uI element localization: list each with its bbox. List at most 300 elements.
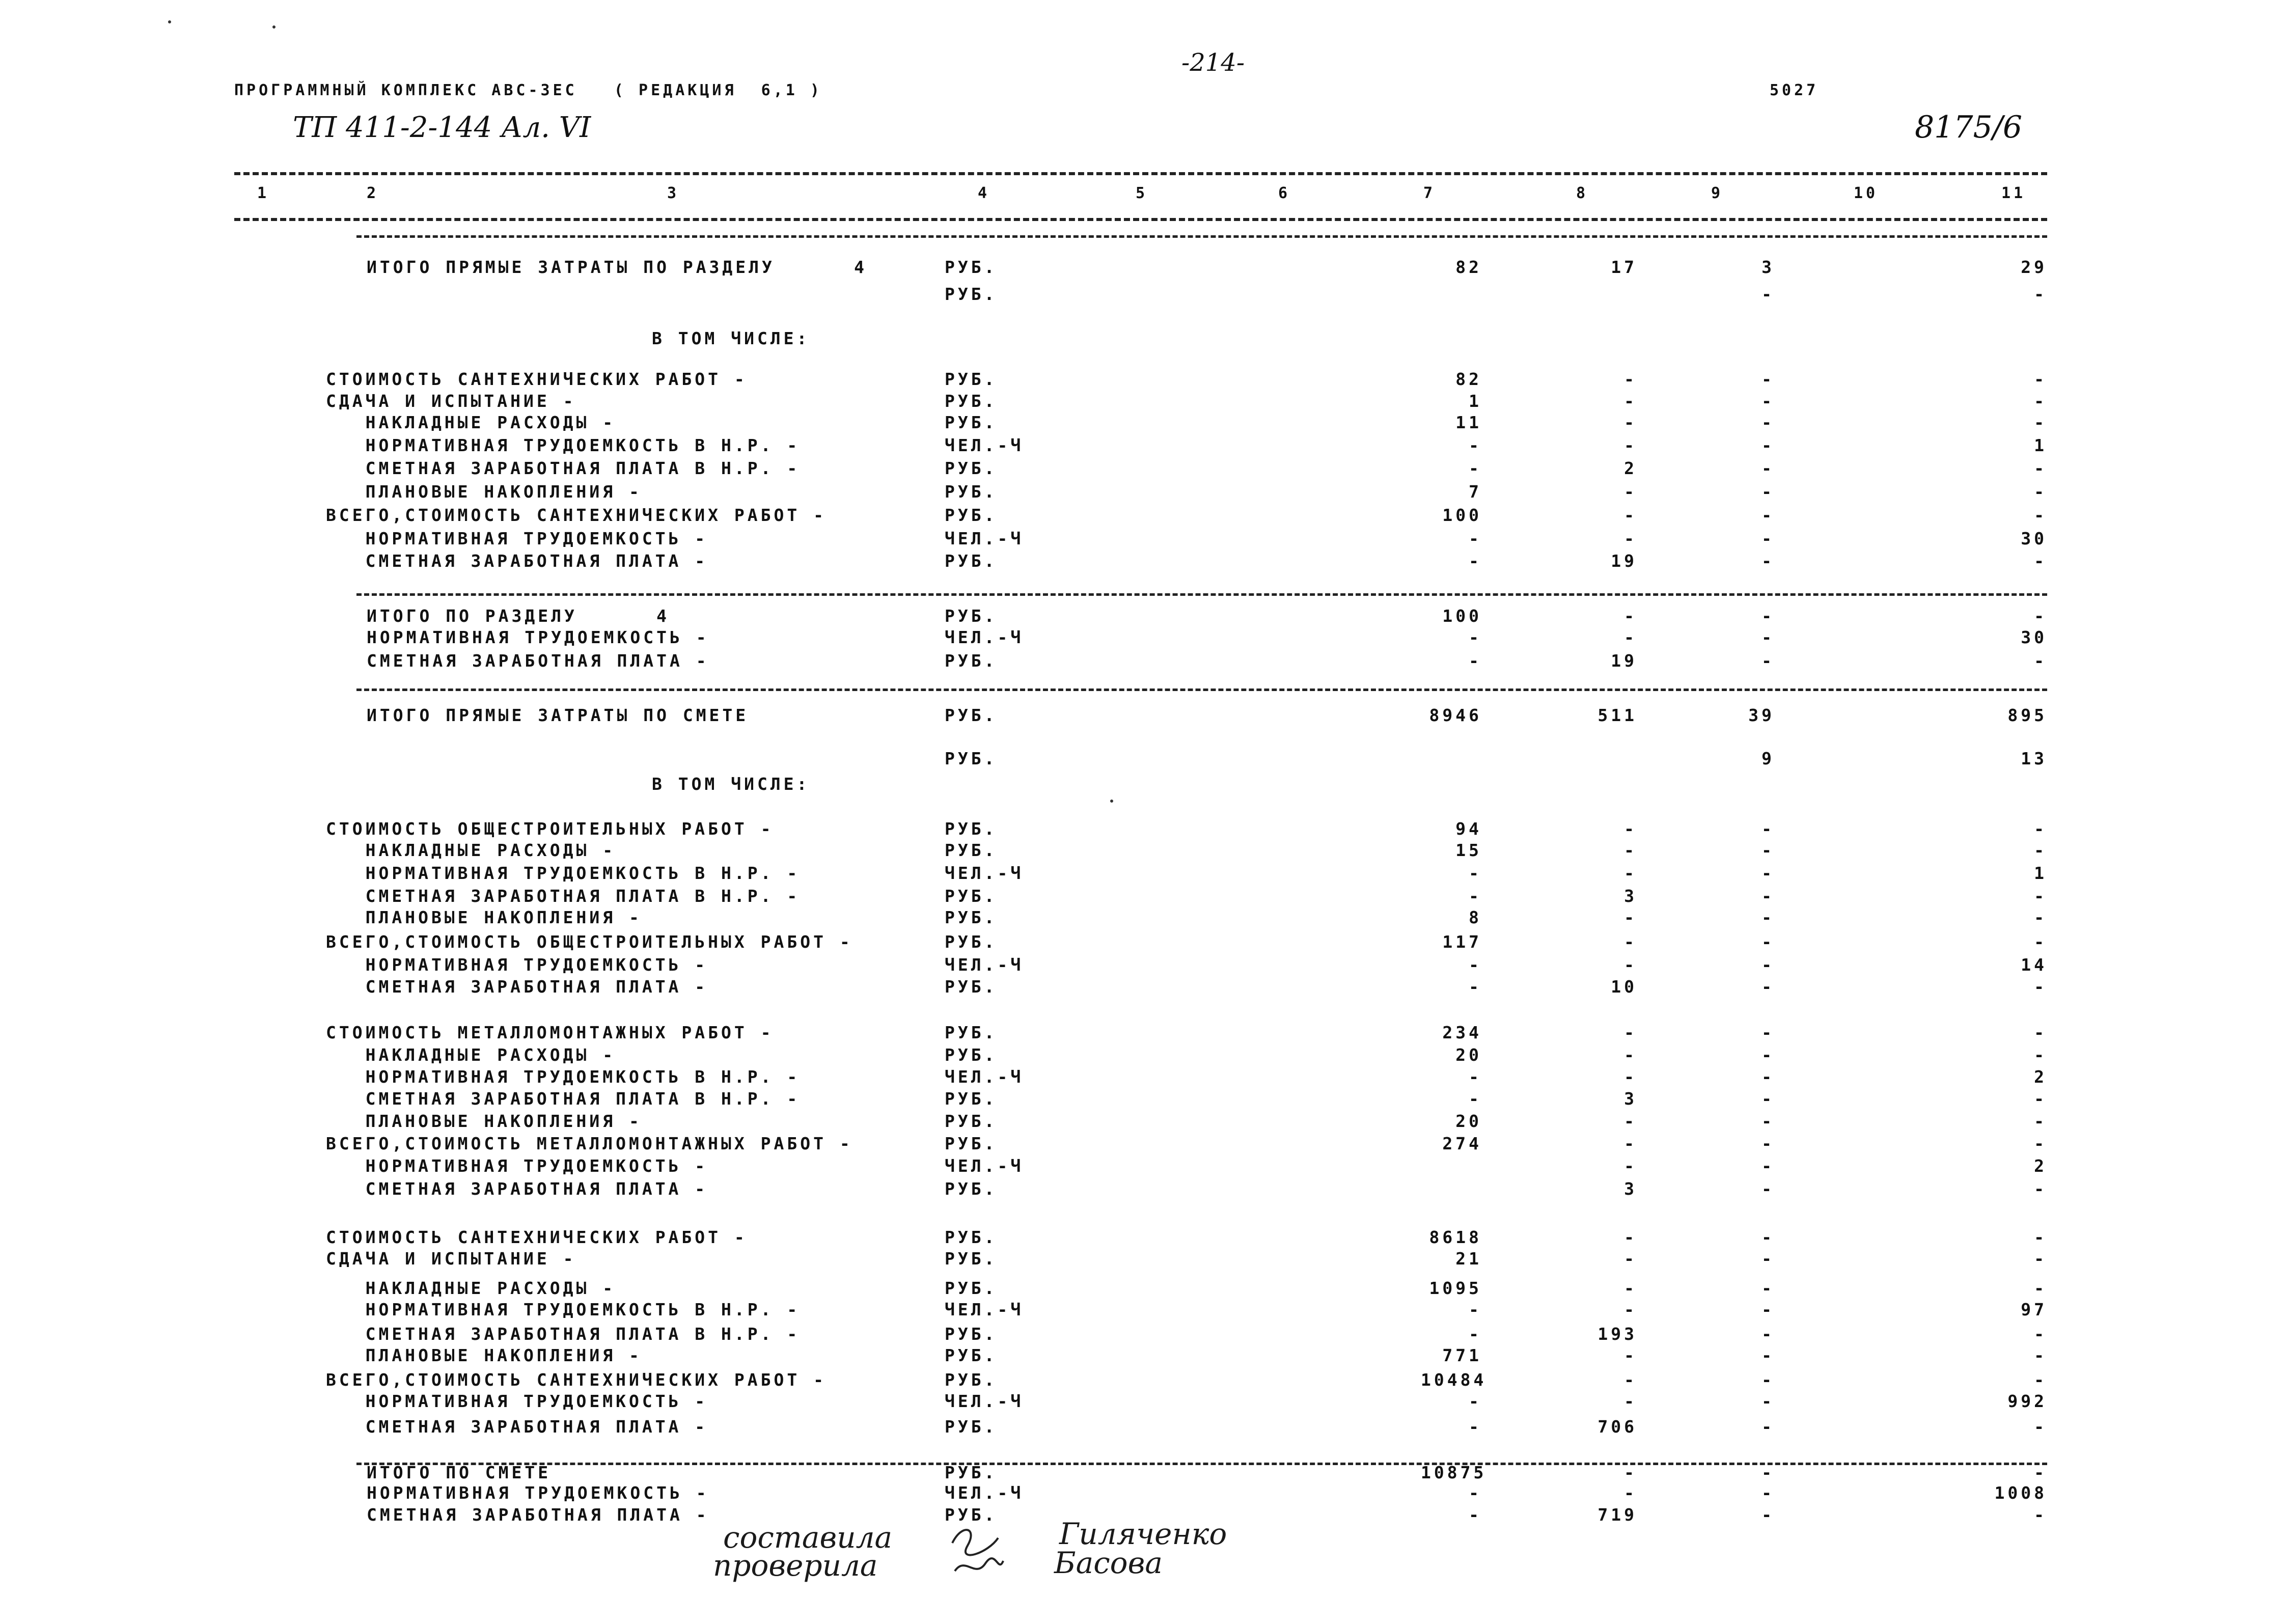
col11-value: -	[2034, 551, 2047, 571]
col8-value: 3	[1624, 1179, 1637, 1199]
col9-value: -	[1761, 819, 1775, 839]
row-label: ПЛАНОВЫЕ НАКОПЛЕНИЯ -	[326, 1111, 642, 1131]
row-label: НОРМАТИВНАЯ ТРУДОЕМКОСТЬ В Н.Р. -	[326, 863, 801, 883]
col11-value: -	[2034, 412, 2047, 432]
col9-value: -	[1761, 458, 1775, 478]
col8-value: -	[1624, 529, 1637, 548]
col8-value: 19	[1611, 651, 1637, 671]
col7-value: 82	[1455, 369, 1482, 389]
col11-value: -	[2034, 1278, 2047, 1298]
col8-value: 3	[1624, 1089, 1637, 1109]
col11-value: -	[2034, 1505, 2047, 1525]
unit-cell: РУБ.	[945, 705, 998, 725]
row-label: СМЕТНАЯ ЗАРАБОТНАЯ ПЛАТА -	[326, 977, 708, 997]
table-row	[0, 1278, 2286, 1299]
row-label: В ТОМ ЧИСЛЕ:	[652, 774, 810, 794]
col7-value: -	[1469, 1505, 1482, 1525]
col9-value: -	[1761, 529, 1775, 548]
table-row	[0, 412, 2286, 433]
col7-value: 8	[1469, 907, 1482, 927]
col9-value: -	[1761, 1134, 1775, 1153]
col11-value: 1	[2034, 435, 2047, 455]
col11-value: -	[2034, 1370, 2047, 1390]
col9-value: -	[1761, 435, 1775, 455]
col8-value: -	[1624, 1045, 1637, 1065]
col8-value: -	[1624, 391, 1637, 411]
row-label: ИТОГО ПРЯМЫЕ ЗАТРАТЫ ПО РАЗДЕЛУ 4	[367, 257, 867, 277]
table-row	[0, 955, 2286, 975]
compiled-label: составила	[723, 1520, 893, 1555]
col11-value: -	[2034, 819, 2047, 839]
col8-value: -	[1624, 840, 1637, 860]
col9-value: -	[1761, 1067, 1775, 1087]
column-number: 10	[1854, 184, 1879, 202]
column-number: 8	[1576, 184, 1589, 202]
unit-cell: РУБ.	[945, 1023, 998, 1042]
row-label: СТОИМОСТЬ САНТЕХНИЧЕСКИХ РАБОТ -	[326, 369, 748, 389]
col9-value: -	[1761, 1505, 1775, 1525]
unit-cell: ЧЕЛ.-Ч	[945, 1483, 1024, 1503]
unit-cell: РУБ.	[945, 412, 998, 432]
col7-value: 274	[1442, 1134, 1482, 1153]
unit-cell: РУБ.	[945, 369, 998, 389]
col7-value: 10484	[1421, 1370, 1487, 1390]
col8-value: -	[1624, 1227, 1637, 1247]
unit-cell: РУБ.	[945, 1045, 998, 1065]
col11-value: 895	[2007, 705, 2047, 725]
row-label: НОРМАТИВНАЯ ТРУДОЕМКОСТЬ -	[326, 529, 708, 548]
table-row	[0, 705, 2286, 726]
col9-value: -	[1761, 1249, 1775, 1269]
col8-value: -	[1624, 1463, 1637, 1482]
col9-value: -	[1761, 1045, 1775, 1065]
col11-value: 1008	[1994, 1483, 2047, 1503]
table-row	[0, 1045, 2286, 1065]
unit-cell: РУБ.	[945, 932, 998, 952]
section-rule	[356, 235, 2047, 238]
row-label: НОРМАТИВНАЯ ТРУДОЕМКОСТЬ -	[367, 1483, 709, 1503]
column-number: 3	[667, 184, 680, 202]
col8-value: 511	[1598, 705, 1637, 725]
col7-value: 15	[1455, 840, 1482, 860]
col9-value: -	[1761, 391, 1775, 411]
col8-value: -	[1624, 505, 1637, 525]
col8-value: 2	[1624, 458, 1637, 478]
col8-value: -	[1624, 819, 1637, 839]
table-row	[0, 257, 2286, 278]
col8-value: -	[1624, 1067, 1637, 1087]
col11-value: 1	[2034, 863, 2047, 883]
column-number: 6	[1278, 184, 1291, 202]
col11-value: -	[2034, 932, 2047, 952]
column-number: 11	[2001, 184, 2026, 202]
col7-value: 21	[1455, 1249, 1482, 1269]
col7-value: -	[1469, 1324, 1482, 1344]
table-row	[0, 1370, 2286, 1390]
col11-value: 29	[2021, 257, 2047, 277]
col11-value: -	[2034, 1089, 2047, 1109]
col7-value: 8618	[1429, 1227, 1482, 1247]
col9-value: -	[1761, 606, 1775, 626]
col9-value: -	[1761, 1111, 1775, 1131]
checked-name: Басова	[1054, 1546, 1163, 1580]
row-label: НОРМАТИВНАЯ ТРУДОЕМКОСТЬ -	[326, 1391, 708, 1411]
col7-value: -	[1469, 551, 1482, 571]
col9-value: 9	[1761, 749, 1775, 768]
table-row	[0, 1023, 2286, 1043]
col11-value: -	[2034, 1417, 2047, 1437]
column-number: 7	[1423, 184, 1436, 202]
row-label: НАКЛАДНЫЕ РАСХОДЫ -	[326, 1045, 616, 1065]
unit-cell: ЧЕЛ.-Ч	[945, 1391, 1024, 1411]
col11-value: -	[2034, 505, 2047, 525]
col8-value: -	[1624, 1134, 1637, 1153]
table-row	[0, 627, 2286, 648]
col7-value: -	[1469, 1067, 1482, 1087]
col8-value: -	[1624, 1391, 1637, 1411]
col11-value: -	[2034, 1345, 2047, 1365]
scan-speck	[1110, 800, 1113, 803]
unit-cell: ЧЕЛ.-Ч	[945, 1300, 1024, 1319]
row-label: НОРМАТИВНАЯ ТРУДОЕМКОСТЬ -	[326, 1156, 708, 1176]
row-label: СМЕТНАЯ ЗАРАБОТНАЯ ПЛАТА В Н.Р. -	[326, 458, 801, 478]
scan-speck	[168, 20, 171, 23]
row-label: СМЕТНАЯ ЗАРАБОТНАЯ ПЛАТА -	[326, 1179, 708, 1199]
col8-value: -	[1624, 412, 1637, 432]
col9-value: -	[1761, 1179, 1775, 1199]
col7-value: 1	[1469, 391, 1482, 411]
row-label: ПЛАНОВЫЕ НАКОПЛЕНИЯ -	[326, 482, 642, 502]
unit-cell: РУБ.	[945, 284, 998, 304]
table-row	[0, 749, 2286, 769]
unit-cell: РУБ.	[945, 651, 998, 671]
column-number: 2	[367, 184, 379, 202]
col9-value: -	[1761, 1089, 1775, 1109]
col8-value: -	[1624, 1345, 1637, 1365]
col7-value: 771	[1442, 1345, 1482, 1365]
unit-cell: РУБ.	[945, 505, 998, 525]
col8-value: -	[1624, 863, 1637, 883]
col11-value: 2	[2034, 1156, 2047, 1176]
table-row	[0, 1089, 2286, 1109]
unit-cell: РУБ.	[945, 391, 998, 411]
column-numbers-row	[234, 184, 2047, 205]
col7-value: 94	[1455, 819, 1482, 839]
col11-value: -	[2034, 977, 2047, 997]
table-header-rule	[234, 218, 2047, 221]
col11-value: -	[2034, 1227, 2047, 1247]
col9-value: -	[1761, 1370, 1775, 1390]
table-row	[0, 932, 2286, 952]
row-label: НАКЛАДНЫЕ РАСХОДЫ -	[326, 412, 616, 432]
table-row	[0, 458, 2286, 479]
unit-cell: РУБ.	[945, 482, 998, 502]
col9-value: -	[1761, 412, 1775, 432]
unit-cell: ЧЕЛ.-Ч	[945, 1067, 1024, 1087]
unit-cell: ЧЕЛ.-Ч	[945, 627, 1024, 647]
table-row	[0, 435, 2286, 456]
unit-cell: ЧЕЛ.-Ч	[945, 1156, 1024, 1176]
table-row	[0, 1345, 2286, 1366]
col9-value: -	[1761, 1278, 1775, 1298]
table-row	[0, 1391, 2286, 1412]
row-label: СТОИМОСТЬ ОБЩЕСТРОИТЕЛЬНЫХ РАБОТ -	[326, 819, 774, 839]
col7-value: -	[1469, 627, 1482, 647]
col8-value: -	[1624, 482, 1637, 502]
col9-value: -	[1761, 863, 1775, 883]
table-row	[0, 1134, 2286, 1154]
row-label: ИТОГО ПРЯМЫЕ ЗАТРАТЫ ПО СМЕТЕ	[367, 705, 749, 725]
table-row	[0, 1483, 2286, 1503]
document-code: 5027	[1770, 81, 1819, 99]
unit-cell: РУБ.	[945, 907, 998, 927]
compiled-name: Гиляченко	[1059, 1517, 1227, 1551]
table-row	[0, 1417, 2286, 1437]
row-label: СТОИМОСТЬ САНТЕХНИЧЕСКИХ РАБОТ -	[326, 1227, 748, 1247]
col11-value: -	[2034, 1249, 2047, 1269]
col8-value: 193	[1598, 1324, 1637, 1344]
col7-value: -	[1469, 886, 1482, 906]
col9-value: -	[1761, 1023, 1775, 1042]
table-row	[0, 1463, 2286, 1483]
col11-value: -	[2034, 391, 2047, 411]
table-row	[0, 886, 2286, 906]
col7-value: -	[1469, 1300, 1482, 1319]
section-rule	[356, 689, 2047, 691]
col11-value: 97	[2021, 1300, 2047, 1319]
unit-cell: РУБ.	[945, 1249, 998, 1269]
col9-value: -	[1761, 907, 1775, 927]
col8-value: -	[1624, 1370, 1637, 1390]
unit-cell: РУБ.	[945, 840, 998, 860]
col9-value: -	[1761, 1324, 1775, 1344]
col9-value: -	[1761, 284, 1775, 304]
unit-cell: РУБ.	[945, 1370, 998, 1390]
column-number: 5	[1136, 184, 1148, 202]
column-number: 4	[978, 184, 990, 202]
col11-value: 30	[2021, 529, 2047, 548]
table-row	[0, 1156, 2286, 1176]
col8-value: -	[1624, 1111, 1637, 1131]
col8-value: -	[1624, 369, 1637, 389]
row-label: СМЕТНАЯ ЗАРАБОТНАЯ ПЛАТА -	[367, 651, 709, 671]
row-label: ВСЕГО,СТОИМОСТЬ ОБЩЕСТРОИТЕЛЬНЫХ РАБОТ -	[326, 932, 853, 952]
unit-cell: РУБ.	[945, 1324, 998, 1344]
table-row	[0, 1300, 2286, 1320]
row-label: СМЕТНАЯ ЗАРАБОТНАЯ ПЛАТА В Н.Р. -	[326, 1089, 801, 1109]
row-label: НОРМАТИВНАЯ ТРУДОЕМКОСТЬ -	[367, 627, 709, 647]
row-label: НОРМАТИВНАЯ ТРУДОЕМКОСТЬ В Н.Р. -	[326, 1067, 801, 1087]
table-row	[0, 907, 2286, 928]
col11-value: -	[2034, 1045, 2047, 1065]
col11-value: -	[2034, 1324, 2047, 1344]
row-label: ИТОГО ПО СМЕТЕ	[367, 1463, 552, 1482]
unit-cell: РУБ.	[945, 1505, 998, 1525]
col7-value: -	[1469, 955, 1482, 975]
col9-value: -	[1761, 1463, 1775, 1482]
col11-value: 13	[2021, 749, 2047, 768]
col7-value: 11	[1455, 412, 1482, 432]
unit-cell: ЧЕЛ.-Ч	[945, 863, 1024, 883]
col9-value: -	[1761, 651, 1775, 671]
col8-value: -	[1624, 627, 1637, 647]
table-row	[0, 1227, 2286, 1248]
unit-cell: РУБ.	[945, 1111, 998, 1131]
col8-value: -	[1624, 1300, 1637, 1319]
col8-value: 10	[1611, 977, 1637, 997]
col7-value: 1095	[1429, 1278, 1482, 1298]
col7-value: 100	[1442, 505, 1482, 525]
col7-value: -	[1469, 1089, 1482, 1109]
col9-value: -	[1761, 1391, 1775, 1411]
col9-value: -	[1761, 1156, 1775, 1176]
col9-value: -	[1761, 627, 1775, 647]
col7-value: 20	[1455, 1045, 1482, 1065]
col11-value: -	[2034, 1179, 2047, 1199]
col8-value: -	[1624, 907, 1637, 927]
unit-cell: ЧЕЛ.-Ч	[945, 529, 1024, 548]
col7-value: 20	[1455, 1111, 1482, 1131]
row-label: ИТОГО ПО РАЗДЕЛУ 4	[367, 606, 670, 626]
col7-value: -	[1469, 977, 1482, 997]
col8-value: -	[1624, 955, 1637, 975]
col8-value: -	[1624, 1023, 1637, 1042]
unit-cell: РУБ.	[945, 1345, 998, 1365]
unit-cell: РУБ.	[945, 257, 998, 277]
col9-value: -	[1761, 369, 1775, 389]
unit-cell: РУБ.	[945, 886, 998, 906]
table-row	[0, 1249, 2286, 1269]
col8-value: 3	[1624, 886, 1637, 906]
table-row	[0, 369, 2286, 390]
col8-value: -	[1624, 1156, 1637, 1176]
unit-cell: РУБ.	[945, 977, 998, 997]
unit-cell: ЧЕЛ.-Ч	[945, 955, 1024, 975]
col9-value: -	[1761, 1300, 1775, 1319]
row-label: СМЕТНАЯ ЗАРАБОТНАЯ ПЛАТА -	[326, 1417, 708, 1437]
table-row	[0, 606, 2286, 626]
row-label: СМЕТНАЯ ЗАРАБОТНАЯ ПЛАТА В Н.Р. -	[326, 886, 801, 906]
col8-value: -	[1624, 1249, 1637, 1269]
table-row	[0, 1111, 2286, 1132]
col11-value: -	[2034, 458, 2047, 478]
row-label: НОРМАТИВНАЯ ТРУДОЕМКОСТЬ В Н.Р. -	[326, 1300, 801, 1319]
col11-value: -	[2034, 606, 2047, 626]
table-row	[0, 551, 2286, 571]
col9-value: -	[1761, 886, 1775, 906]
col7-value: -	[1469, 863, 1482, 883]
col7-value: -	[1469, 1483, 1482, 1503]
col9-value: -	[1761, 1345, 1775, 1365]
row-label: В ТОМ ЧИСЛЕ:	[652, 328, 810, 348]
col11-value: 14	[2021, 955, 2047, 975]
unit-cell: РУБ.	[945, 1463, 998, 1482]
unit-cell: РУБ.	[945, 1134, 998, 1153]
col7-value: 10875	[1421, 1463, 1487, 1482]
col8-value: 706	[1598, 1417, 1637, 1437]
unit-cell: РУБ.	[945, 551, 998, 571]
col8-value: -	[1624, 1483, 1637, 1503]
table-row	[0, 391, 2286, 411]
col11-value: -	[2034, 1111, 2047, 1131]
table-row	[0, 505, 2286, 526]
table-top-rule	[234, 172, 2047, 175]
program-header: ПРОГРАММНЫЙ КОМПЛЕКС АВС-ЗЕС ( РЕДАКЦИЯ 6,1 )	[234, 81, 822, 99]
col11-value: -	[2034, 482, 2047, 502]
row-label: НАКЛАДНЫЕ РАСХОДЫ -	[326, 1278, 616, 1298]
table-row	[0, 977, 2286, 997]
col9-value: -	[1761, 482, 1775, 502]
col11-value: -	[2034, 651, 2047, 671]
col7-value: -	[1469, 651, 1482, 671]
row-label: ПЛАНОВЫЕ НАКОПЛЕНИЯ -	[326, 1345, 642, 1365]
col7-value: -	[1469, 529, 1482, 548]
row-label: ВСЕГО,СТОИМОСТЬ САНТЕХНИЧЕСКИХ РАБОТ -	[326, 1370, 827, 1390]
col11-value: -	[2034, 284, 2047, 304]
row-label: ПЛАНОВЫЕ НАКОПЛЕНИЯ -	[326, 907, 642, 927]
table-row	[0, 482, 2286, 502]
col7-value: -	[1469, 1417, 1482, 1437]
section-rule	[356, 593, 2047, 596]
col9-value: -	[1761, 977, 1775, 997]
checked-label: проверила	[713, 1548, 878, 1583]
row-label: НАКЛАДНЫЕ РАСХОДЫ -	[326, 840, 616, 860]
row-label: ВСЕГО,СТОИМОСТЬ САНТЕХНИЧЕСКИХ РАБОТ -	[326, 505, 827, 525]
col9-value: -	[1761, 1417, 1775, 1437]
unit-cell: ЧЕЛ.-Ч	[945, 435, 1024, 455]
row-label: СМЕТНАЯ ЗАРАБОТНАЯ ПЛАТА В Н.Р. -	[326, 1324, 801, 1344]
col9-value: -	[1761, 1227, 1775, 1247]
col7-value: 117	[1442, 932, 1482, 952]
col9-value: -	[1761, 955, 1775, 975]
scan-speck	[272, 25, 276, 29]
col7-value: -	[1469, 1391, 1482, 1411]
table-row	[0, 1067, 2286, 1087]
row-label: НОРМАТИВНАЯ ТРУДОЕМКОСТЬ -	[326, 955, 708, 975]
col11-value: -	[2034, 840, 2047, 860]
unit-cell: РУБ.	[945, 458, 998, 478]
col11-value: -	[2034, 886, 2047, 906]
page-number: -214-	[1181, 48, 1245, 77]
col11-value: -	[2034, 1463, 2047, 1482]
unit-cell: РУБ.	[945, 1089, 998, 1109]
table-row	[0, 1324, 2286, 1344]
sheet-number: 8175/6	[1915, 109, 2023, 145]
column-number: 1	[257, 184, 270, 202]
table-row	[0, 1179, 2286, 1199]
unit-cell: РУБ.	[945, 819, 998, 839]
unit-cell: РУБ.	[945, 1227, 998, 1247]
col11-value: -	[2034, 1134, 2047, 1153]
col11-value: 30	[2021, 627, 2047, 647]
table-row	[0, 819, 2286, 839]
row-label: СМЕТНАЯ ЗАРАБОТНАЯ ПЛАТА -	[326, 551, 708, 571]
table-row	[0, 284, 2286, 305]
col8-value: -	[1624, 1278, 1637, 1298]
row-label: СДАЧА И ИСПЫТАНИЕ -	[326, 1249, 576, 1269]
col7-value: 100	[1442, 606, 1482, 626]
col8-value: -	[1624, 435, 1637, 455]
col11-value: -	[2034, 907, 2047, 927]
col9-value: -	[1761, 932, 1775, 952]
col9-value: -	[1761, 1483, 1775, 1503]
signature-mark	[947, 1523, 1008, 1584]
row-label: СДАЧА И ИСПЫТАНИЕ -	[326, 391, 576, 411]
col8-value: 17	[1611, 257, 1637, 277]
table-row	[0, 529, 2286, 549]
col9-value: -	[1761, 840, 1775, 860]
table-row	[0, 840, 2286, 861]
